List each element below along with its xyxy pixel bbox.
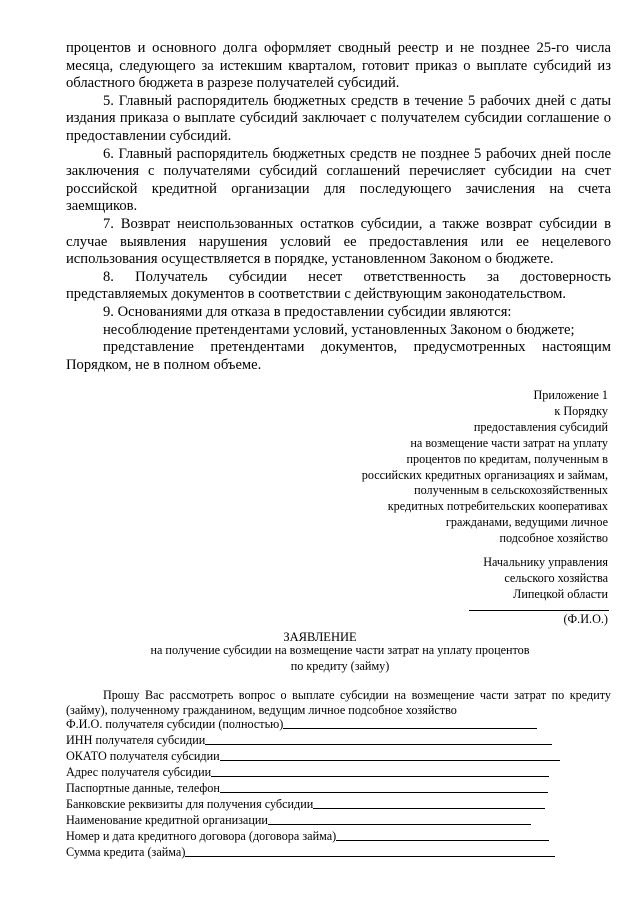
field-blank-line[interactable] — [220, 792, 548, 793]
refusal-reason-2: представление претендентами документов, предусмотренных настоящим Порядком, не в полном объеме. — [66, 339, 611, 373]
paragraph-item-5: 5. Главный распорядитель бюджетных средств в течение 5 рабочих дней с даты издания приказа о выплате субсидий заключает с получателем субсидии соглашение о предоставлении субсидий. — [66, 92, 611, 144]
refusal-reason-1: несоблюдение претендентами условий, установленных Законом о бюджете; — [103, 321, 575, 338]
field-blank-line[interactable] — [185, 856, 555, 857]
annex-line: предоставления субсидий — [473, 419, 608, 434]
request-text — [66, 688, 611, 718]
paragraph-item-6: 6. Главный распорядитель бюджетных средств не позднее 5 рабочих дней после заключения с получателями субсидий соглашений перечисляет субсидии на счет российской кредитной организации для последующего зачисления на счета заемщиков. — [66, 145, 611, 215]
field-label: Наименование кредитной организации — [66, 813, 268, 827]
field-recipient-name[interactable] — [66, 716, 586, 732]
addressee-line: Начальнику управления — [483, 555, 608, 569]
application-title: ЗАЯВЛЕНИЕ — [283, 630, 357, 644]
field-inn[interactable] — [66, 732, 586, 748]
field-blank-line[interactable] — [205, 744, 552, 745]
addressee-line: сельского хозяйства — [504, 570, 608, 585]
annex-line: к Порядку — [554, 403, 608, 418]
field-label: Сумма кредита (займа) — [66, 845, 186, 859]
field-contract-number-date[interactable] — [66, 828, 586, 844]
paragraph-item-7: 7. Возврат неиспользованных остатков субсидии, а также возврат субсидии в случае выявления нарушения условий ее предоставления или ее нецелевого использования осуществляется в порядке, установленном Законом о бюджете. — [66, 215, 611, 268]
addressee-block — [308, 555, 608, 602]
field-blank-line[interactable] — [211, 776, 549, 777]
paragraph-continuation: процентов и основного долга оформляет сводный реестр и не позднее 25-го числа месяца, следующего за истекшим кварталом, готовит приказ о выплате субсидий из областного бюджета в разрезе получателей субсидий. — [66, 40, 611, 92]
application-subtitle — [130, 643, 550, 674]
paragraph-item-9: 9. Основаниями для отказа в предоставлении субсидии являются: — [103, 303, 512, 320]
field-address[interactable] — [66, 764, 586, 780]
form-fields — [66, 716, 586, 860]
paragraph-item-8: 8. Получатель субсидии несет ответственность за достоверность представляемых документов в соответствии с действующим законодательством. — [66, 268, 611, 303]
fio-label: (Ф.И.О.) — [563, 612, 608, 626]
annex-line: российских кредитных организациях и займам, — [361, 467, 608, 482]
field-blank-line[interactable] — [268, 824, 531, 825]
annex-line: на возмещение части затрат на уплату — [410, 435, 608, 450]
field-label: Паспортные данные, телефон — [66, 781, 220, 795]
fio-blank-line — [469, 610, 609, 611]
field-blank-line[interactable] — [313, 808, 545, 809]
field-credit-organization[interactable] — [66, 812, 586, 828]
field-label: Ф.И.О. получателя субсидии (полностью) — [66, 717, 284, 731]
annex-line: процентов по кредитам, полученным в — [406, 451, 608, 466]
subtitle-line: на получение субсидии на возмещение части затрат на уплату процентов — [150, 643, 530, 657]
request-paragraph: Прошу Вас рассмотреть вопрос о выплате субсидии на возмещение части затрат по кредиту (займу), полученному гражданином, ведущим личное подсобное хозяйство — [66, 688, 611, 717]
annex-line: кредитных потребительских кооперативах — [387, 499, 608, 514]
field-bank-details[interactable] — [66, 796, 586, 812]
procedure-body — [66, 40, 611, 374]
field-credit-amount[interactable] — [66, 844, 586, 860]
addressee-line: Липецкой области — [513, 586, 608, 601]
field-blank-line[interactable] — [220, 760, 560, 761]
annex-line: гражданами, ведущими личное — [445, 515, 608, 530]
annex-line: Приложение 1 — [533, 388, 608, 402]
field-label: Адрес получателя субсидии — [66, 765, 212, 779]
field-blank-line[interactable] — [336, 840, 549, 841]
field-blank-line[interactable] — [283, 728, 537, 729]
annex-header — [278, 388, 608, 547]
annex-line: полученным в сельскохозяйственных — [414, 483, 608, 498]
field-label: ОКАТО получателя субсидии — [66, 749, 220, 763]
subtitle-line: по кредиту (займу) — [290, 658, 390, 673]
field-label: Номер и дата кредитного договора (договора займа) — [66, 829, 337, 843]
annex-line: подсобное хозяйство — [499, 531, 608, 546]
field-passport-phone[interactable] — [66, 780, 586, 796]
field-label: Банковские реквизиты для получения субсидии — [66, 797, 314, 811]
field-okato[interactable] — [66, 748, 586, 764]
field-label: ИНН получателя субсидии — [66, 733, 206, 747]
